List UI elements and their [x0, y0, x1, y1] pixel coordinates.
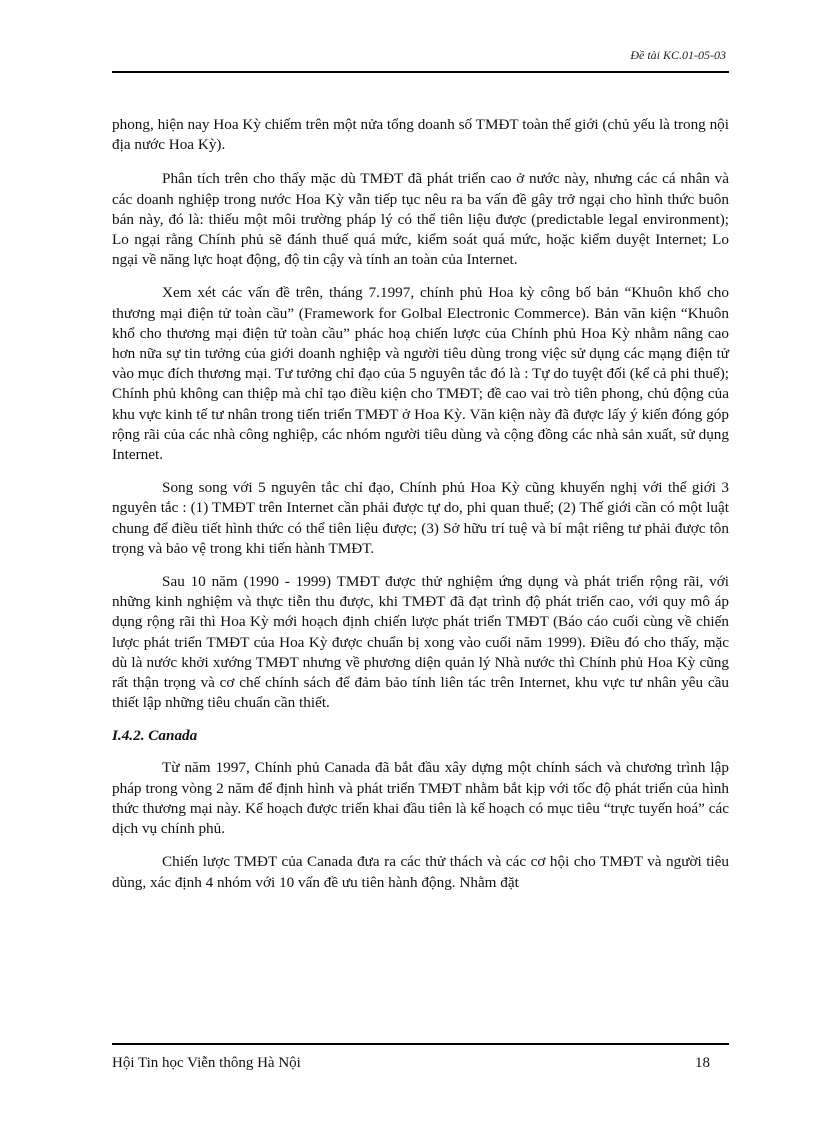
paragraph-4: Song song với 5 nguyên tắc chỉ đạo, Chính phủ Hoa Kỳ cũng khuyến nghị với thế giới 3 nguyên tắc : (1) TMĐT trên Internet cần phải được tự do, phi quan thuế; (2) Thế giới cần có một luật chung để điều tiết hình thức có thể tiên liệu được; (3) Sở hữu trí tuệ và bí mật riêng tư phải được tôn trọng và bảo vệ trong khi tiến hành TMĐT.	[112, 479, 729, 557]
paragraph-6: Từ năm 1997, Chính phủ Canada đã bắt đầu xây dựng một chính sách và chương trình lập pháp trong vòng 2 năm để định hình và phát triển TMĐT nhằm bắt kịp với tốc độ phát triển của hình thức thương mại này. Kế hoạch được triển khai đầu tiên là kế hoạch có mục tiêu “trực tuyến hoá” các dịch vụ chính phủ.	[112, 759, 729, 838]
header-rule	[112, 71, 729, 73]
paragraph-1: phong, hiện nay Hoa Kỳ chiếm trên một nửa tổng doanh số TMĐT toàn thế giới (chủ yếu là trong nội địa nước Hoa Kỳ).	[112, 116, 729, 154]
section-heading: I.4.2. Canada	[112, 727, 198, 745]
paragraph-5: Sau 10 năm (1990 - 1999) TMĐT được thử nghiệm ứng dụng và phát triển rộng rãi, với những kinh nghiệm và thực tiễn thu được, khi TMĐT đã đạt trình độ phát triển cao, với quy mô áp dụng rộng rãi thì Hoa Kỳ mới hoạch định chiến lược phát triển TMĐT (Báo cáo cuối cùng về chiến lược phát triển TMĐT của Hoa Kỳ được chuẩn bị xong vào cuối năm 1999). Điều đó cho thấy, mặc dù là nước khởi xướng TMĐT nhưng về phương diện quản lý Nhà nước thì Chính phủ Hoa Kỳ cũng rất thận trọng và cơ chế chính sách để đảm bảo tính liên tác trên Internet, khu vực tư nhân yêu cầu thiết lập những tiêu chuẩn cần thiết.	[112, 573, 729, 712]
footer-rule	[112, 1043, 729, 1045]
paragraph-2: Phân tích trên cho thấy mặc dù TMĐT đã phát triển cao ở nước này, nhưng các cá nhân và các doanh nghiệp trong nước Hoa Kỳ vẫn tiếp tục nêu ra ba vấn đề gây trở ngại cho hình thức buôn bán này, đó là: thiếu một môi trường pháp lý có thể tiên liệu được (predictable legal environment); Lo ngại rằng Chính phủ sẽ đánh thuế quá mức, kiểm soát quá mức, hoặc kiểm duyệt Internet; Lo ngại về năng lực hoạt động, độ tin cậy và tính an toàn của Internet.	[112, 170, 729, 269]
header-project-code: Đề tài KC.01-05-03	[630, 48, 726, 62]
footer-organization: Hội Tin học Viễn thông Hà Nội	[112, 1055, 301, 1071]
paragraph-7: Chiến lược TMĐT của Canada đưa ra các thử thách và các cơ hội cho TMĐT và người tiêu dùng, xác định 4 nhóm với 10 vấn đề ưu tiên hành động. Nhằm đặt	[112, 853, 729, 891]
paragraph-3: Xem xét các vấn đề trên, tháng 7.1997, chính phủ Hoa kỳ công bố bản “Khuôn khổ cho thương mại điện tử toàn cầu” (Framework for Golbal Electronic Commerce). Bản văn kiện “Khuôn khổ cho thương mại điện tử toàn cầu” phác hoạ chiến lược của Chính phủ Hoa Kỳ nhằm nâng cao hơn nữa sự tin tưởng của giới doanh nghiệp và người tiêu dùng trong việc sử dụng các mạng điện tử vào mục đích thương mại. Tư tưởng chỉ đạo của 5 nguyên tắc đó là : Tự do tuyệt đối (kể cả phi thuế); Chính phủ không can thiệp mà chỉ tạo điều kiện cho TMĐT; đề cao vai trò tiên phong, chủ động của khu vực kinh tế tư nhân trong tiến triển TMĐT ở Hoa Kỳ. Văn kiện này đã được lấy ý kiến đóng góp rộng rãi của các nhà công nghiệp, các nhóm người tiêu dùng và cộng đồng các nhà sản xuất, sử dụng Internet.	[112, 284, 729, 464]
document-body	[112, 115, 729, 906]
page-number: 18	[695, 1055, 710, 1071]
